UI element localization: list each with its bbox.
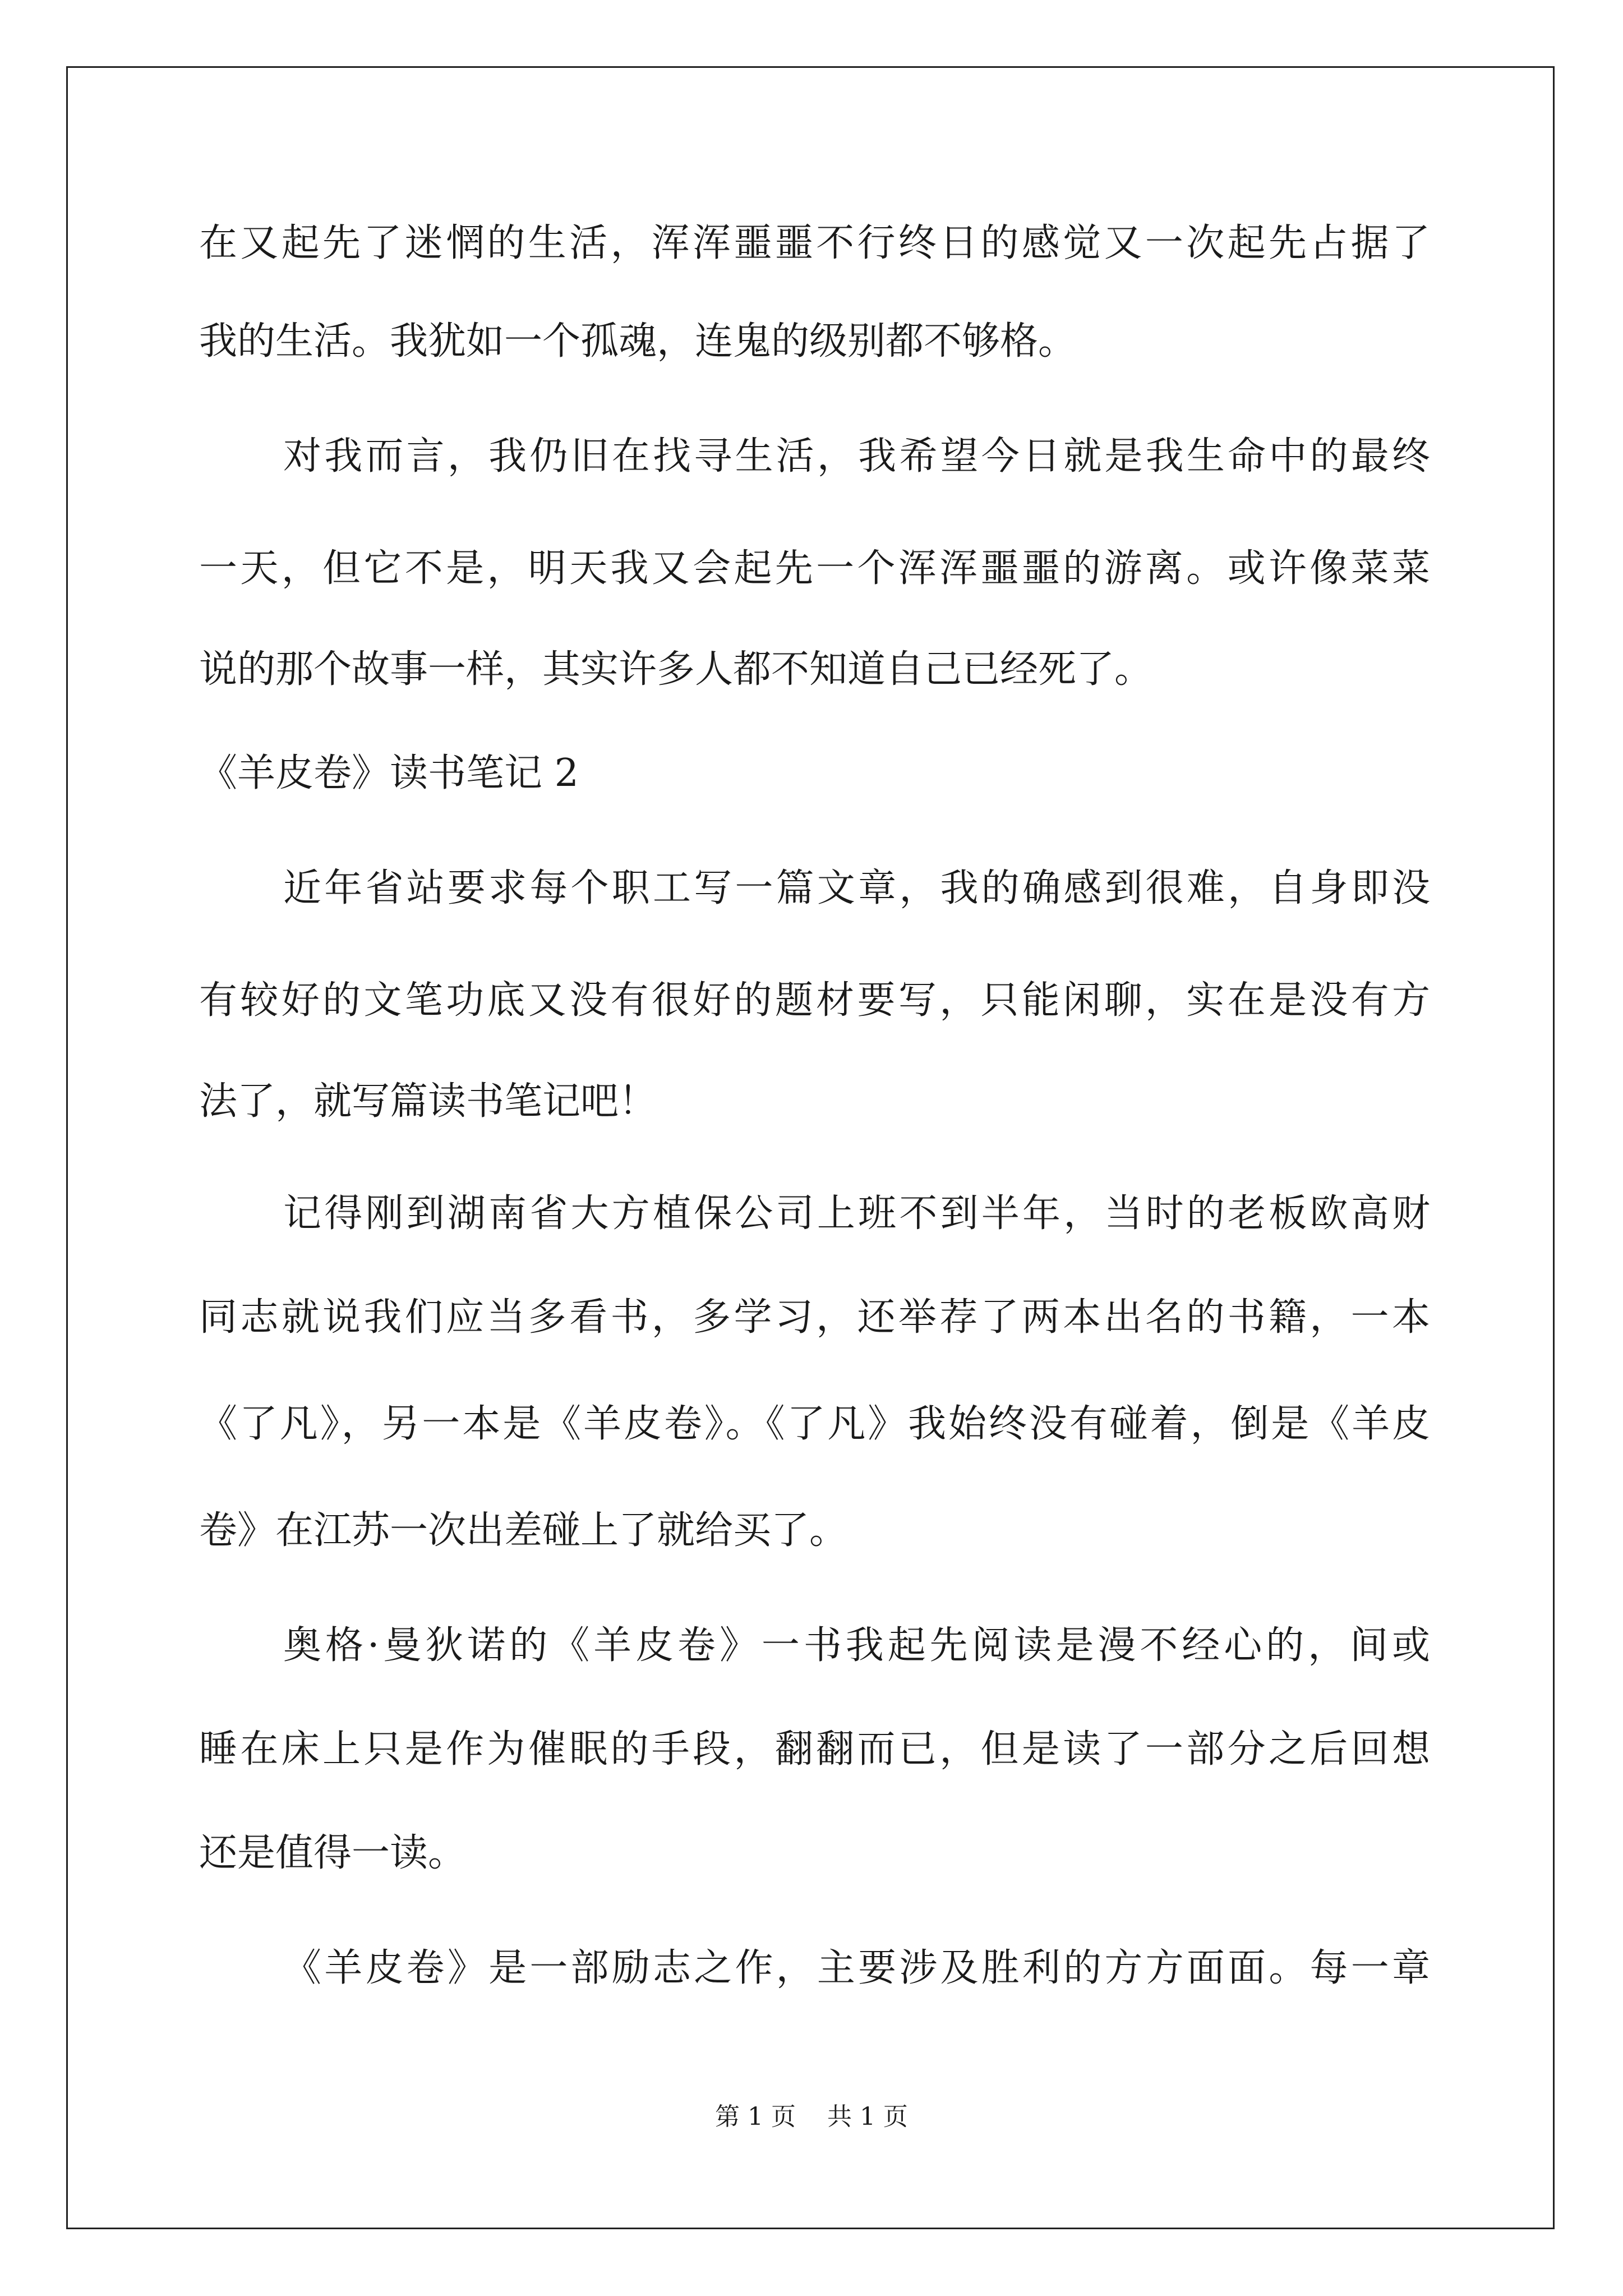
text-line-9: 法了，就写篇读书笔记吧！ xyxy=(199,1079,657,1124)
text-line-14: 奥格·曼狄诺的《羊皮卷》一书我起先阅读是漫不经心的，间或 xyxy=(283,1623,1430,1668)
text-line-8: 有较好的文笔功底又没有很好的题材要写，只能闲聊，实在是没有方 xyxy=(199,978,1430,1023)
text-line-13: 卷》在江苏一次出差碰上了就给买了。 xyxy=(199,1508,848,1553)
section-heading: 《羊皮卷》读书笔记 2 xyxy=(199,751,579,795)
text-line-11: 同志就说我们应当多看书，多学习，还举荐了两本出名的书籍，一本 xyxy=(199,1295,1430,1340)
text-line-3: 对我而言，我仍旧在找寻生活，我希望今日就是我生命中的最终 xyxy=(283,434,1430,478)
text-line-10: 记得刚到湖南省大方植保公司上班不到半年，当时的老板欧高财 xyxy=(283,1191,1430,1236)
text-line-4: 一天，但它不是，明天我又会起先一个浑浑噩噩的游离。或许像菜菜 xyxy=(199,546,1430,591)
text-line-16: 还是值得一读。 xyxy=(199,1831,467,1875)
page-footer: 第 1 页 共 1 页 xyxy=(715,2102,908,2131)
text-line-5: 说的那个故事一样，其实许多人都不知道自己已经死了。 xyxy=(199,647,1153,692)
text-line-2: 我的生活。我犹如一个孤魂，连鬼的级别都不够格。 xyxy=(199,319,1077,364)
text-line-17: 《羊皮卷》是一部励志之作，主要涉及胜利的方方面面。每一章 xyxy=(283,1946,1430,1990)
page-frame xyxy=(66,66,1555,2229)
text-line-12: 《了凡》，另一本是《羊皮卷》。《了凡》我始终没有碰着，倒是《羊皮 xyxy=(199,1402,1430,1446)
text-line-1: 在又起先了迷惘的生活，浑浑噩噩不行终日的感觉又一次起先占据了 xyxy=(199,221,1430,265)
text-line-15: 睡在床上只是作为催眠的手段，翻翻而已，但是读了一部分之后回想 xyxy=(199,1727,1430,1772)
text-line-7: 近年省站要求每个职工写一篇文章，我的确感到很难，自身即没 xyxy=(283,866,1430,910)
